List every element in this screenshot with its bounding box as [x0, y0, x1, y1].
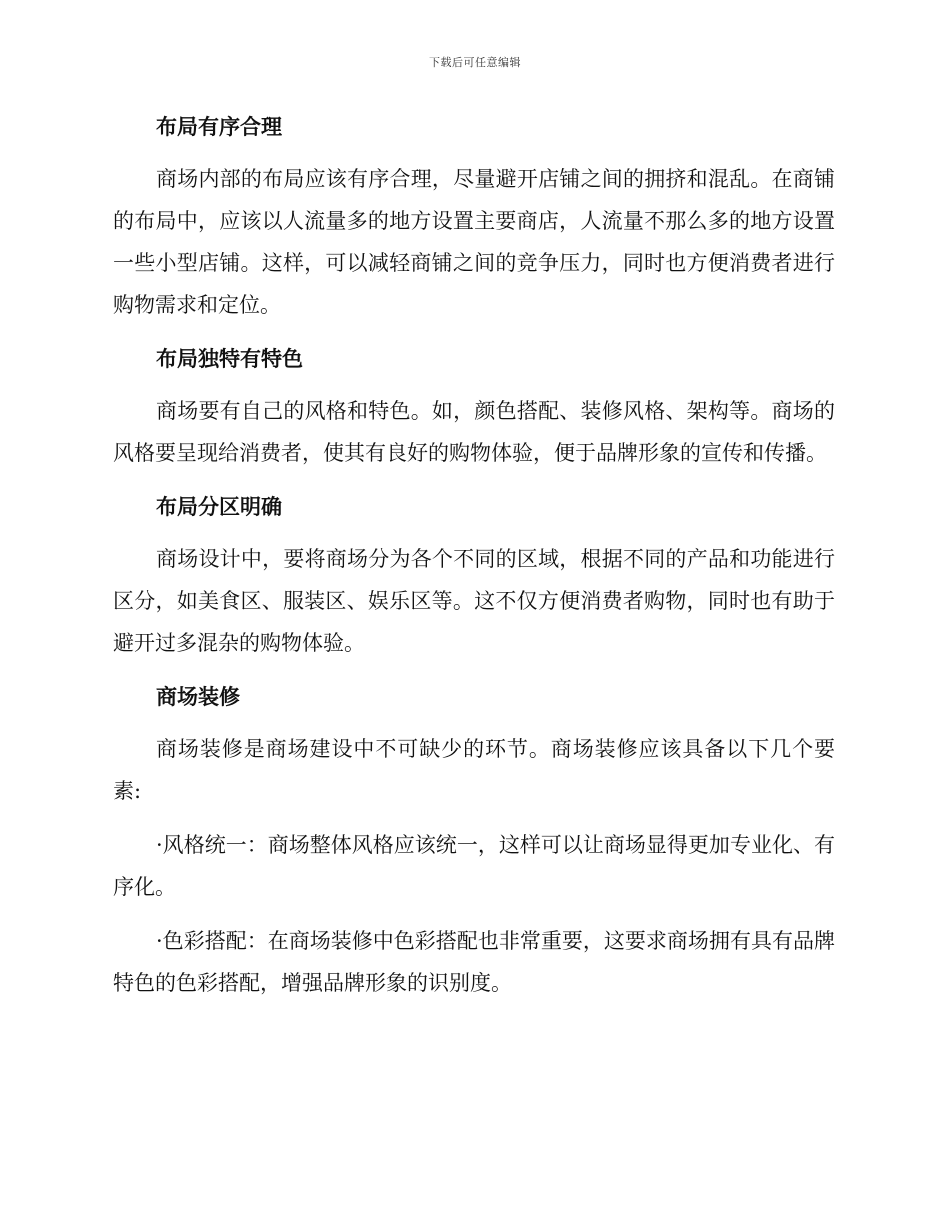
- body-paragraph: 商场要有自己的风格和特色。如，颜色搭配、装修风格、架构等。商场的风格要呈现给消费者，使其有良好的购物体验，便于品牌形象的宣传和传播。: [113, 399, 835, 465]
- section-heading: 商场装修: [156, 685, 240, 709]
- body-paragraph: 商场装修是商场建设中不可缺少的环节。商场装修应该具备以下几个要素:: [113, 737, 835, 803]
- section-heading: 布局独特有特色: [156, 347, 303, 371]
- section-heading: 布局分区明确: [156, 495, 282, 519]
- page-header-note: 下载后可任意编辑: [429, 56, 521, 69]
- body-paragraph: 商场设计中，要将商场分为各个不同的区域，根据不同的产品和功能进行区分，如美食区、服装区、娱乐区等。这不仅方便消费者购物，同时也有助于避开过多混杂的购物体验。: [113, 547, 835, 655]
- section-heading: 布局有序合理: [156, 115, 282, 139]
- bullet-paragraph: ·色彩搭配：在商场装修中色彩搭配也非常重要，这要求商场拥有具有品牌特色的色彩搭配，增强品牌形象的识别度。: [113, 929, 835, 995]
- bullet-paragraph: ·风格统一：商场整体风格应该统一，这样可以让商场显得更加专业化、有序化。: [113, 833, 835, 899]
- document-body: [113, 106, 835, 1016]
- body-paragraph: 商场内部的布局应该有序合理，尽量避开店铺之间的拥挤和混乱。在商铺的布局中，应该以人流量多的地方设置主要商店，人流量不那么多的地方设置一些小型店铺。这样，可以减轻商铺之间的竞争压力，同时也方便消费者进行购物需求和定位。: [113, 167, 835, 317]
